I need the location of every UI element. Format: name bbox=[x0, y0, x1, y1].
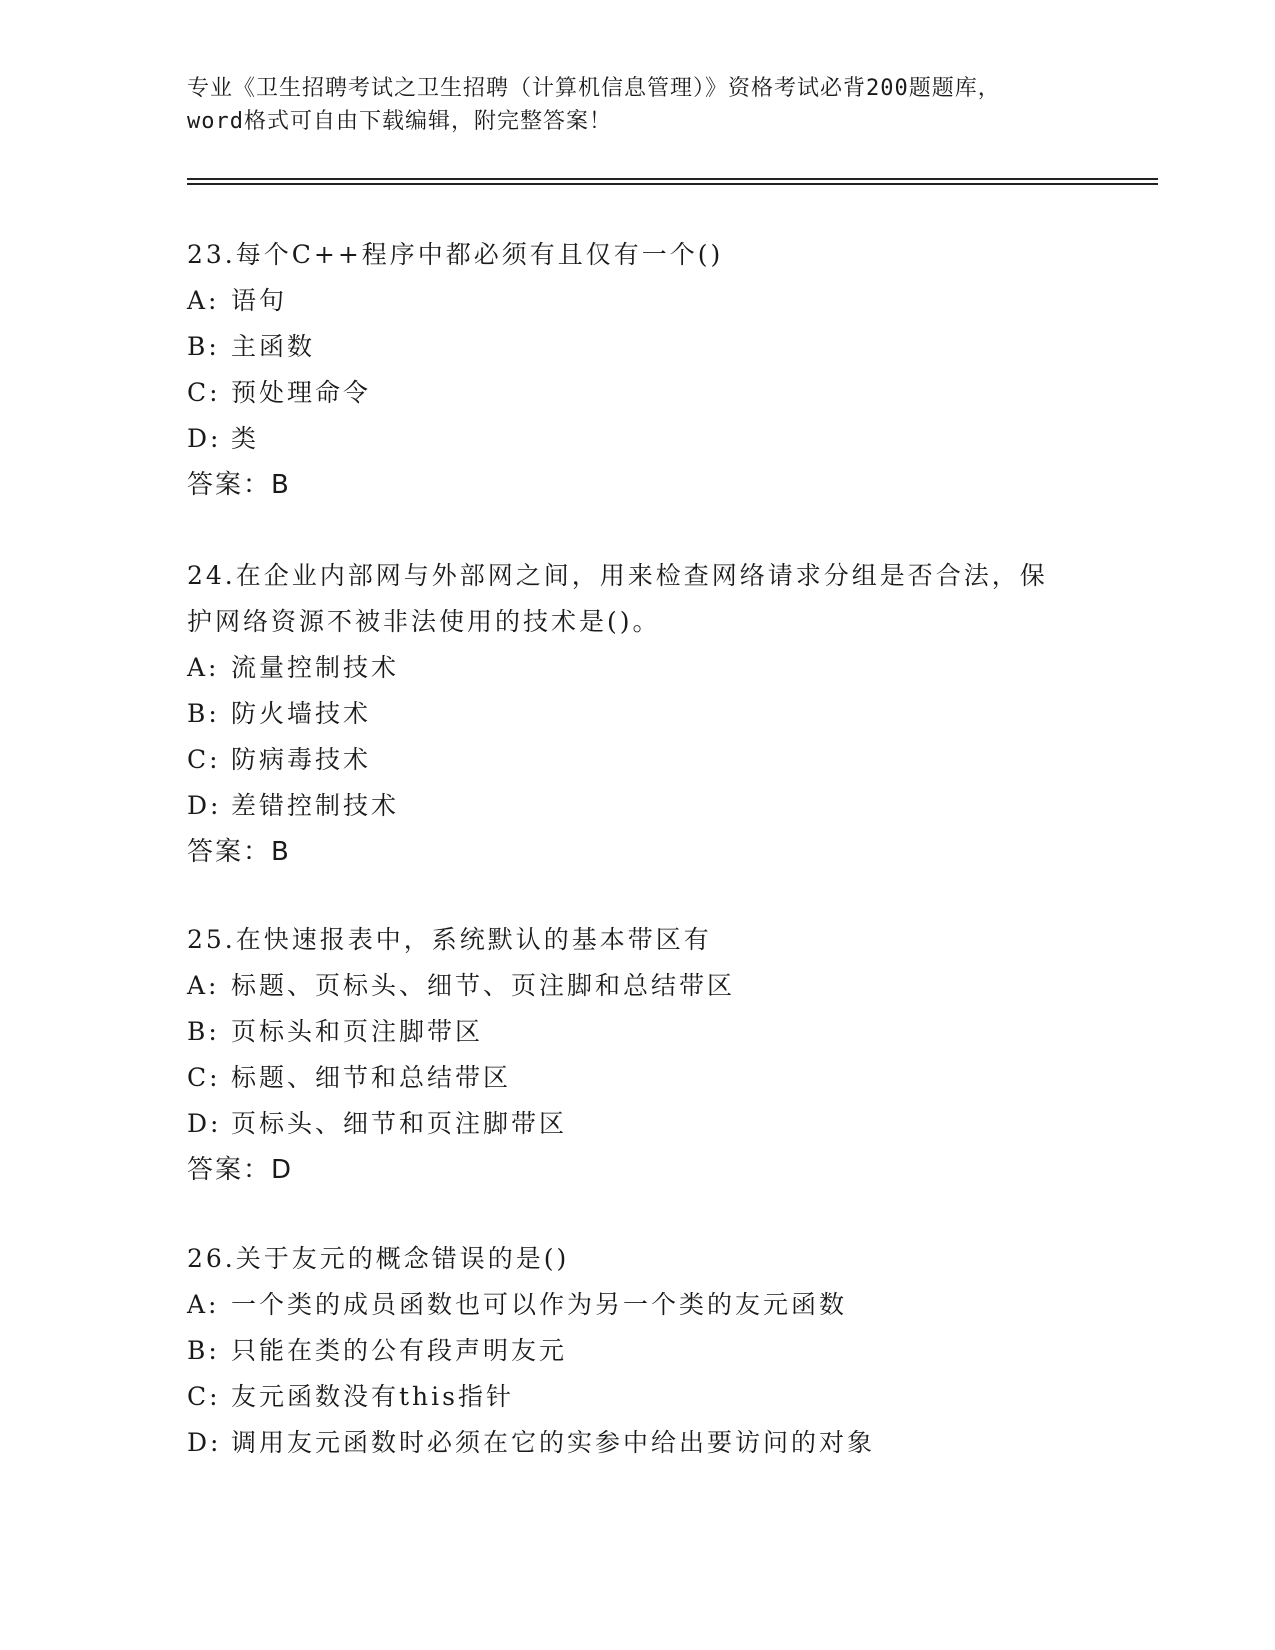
option-key: D: bbox=[187, 1109, 222, 1138]
option-key: D: bbox=[187, 791, 222, 820]
option-a bbox=[187, 278, 1087, 324]
option-a bbox=[187, 963, 1087, 1009]
option-key: B: bbox=[187, 1336, 220, 1365]
option-b bbox=[187, 1328, 1087, 1374]
question-text: 23.每个C++程序中都必须有且仅有一个() bbox=[187, 240, 724, 269]
question-26 bbox=[187, 1236, 1087, 1466]
option-text: 友元函数没有this指针 bbox=[231, 1382, 514, 1411]
option-key: C: bbox=[187, 1063, 221, 1092]
option-key: A: bbox=[187, 971, 220, 1000]
question-24 bbox=[187, 553, 1087, 875]
option-key: B: bbox=[187, 1017, 220, 1046]
option-key: C: bbox=[187, 745, 221, 774]
option-text: 差错控制技术 bbox=[231, 791, 400, 820]
option-key: A: bbox=[187, 1290, 220, 1319]
header-line-2: word格式可自由下载编辑，附完整答案！ bbox=[187, 109, 612, 134]
answer-line: 答案：B bbox=[187, 837, 291, 867]
option-text: 只能在类的公有段声明友元 bbox=[231, 1336, 568, 1365]
option-text: 调用友元函数时必须在它的实参中给出要访问的对象 bbox=[231, 1428, 876, 1457]
option-text: 标题、细节和总结带区 bbox=[231, 1063, 512, 1092]
document-header bbox=[187, 72, 1087, 138]
question-text-line-1: 24.在企业内部网与外部网之间，用来检查网络请求分组是否合法，保 bbox=[187, 561, 1048, 590]
option-a bbox=[187, 645, 1087, 691]
option-text: 防火墙技术 bbox=[231, 699, 372, 728]
option-key: B: bbox=[187, 699, 220, 728]
header-line-1: 专业《卫生招聘考试之卫生招聘（计算机信息管理）》资格考试必背200题题库， bbox=[187, 76, 1001, 101]
option-text: 页标头、细节和页注脚带区 bbox=[231, 1109, 568, 1138]
option-c bbox=[187, 1055, 1087, 1101]
option-text: 页标头和页注脚带区 bbox=[231, 1017, 484, 1046]
option-b bbox=[187, 324, 1087, 370]
option-text: 流量控制技术 bbox=[231, 653, 400, 682]
header-divider-top bbox=[187, 178, 1158, 180]
option-key: D: bbox=[187, 1428, 222, 1457]
option-d bbox=[187, 416, 1087, 462]
option-text: 语句 bbox=[231, 286, 288, 315]
option-key: C: bbox=[187, 1382, 221, 1411]
option-key: B: bbox=[187, 332, 220, 361]
question-text: 26.关于友元的概念错误的是() bbox=[187, 1244, 570, 1273]
option-key: A: bbox=[187, 653, 220, 682]
header-divider-bottom bbox=[187, 183, 1158, 185]
option-text: 主函数 bbox=[231, 332, 316, 361]
option-c bbox=[187, 737, 1087, 783]
question-text: 25.在快速报表中，系统默认的基本带区有 bbox=[187, 925, 712, 954]
option-b bbox=[187, 1009, 1087, 1055]
option-text: 预处理命令 bbox=[231, 378, 372, 407]
option-key: C: bbox=[187, 378, 221, 407]
option-c bbox=[187, 1374, 1087, 1420]
question-text-line-2: 护网络资源不被非法使用的技术是()。 bbox=[187, 607, 661, 636]
answer-line: 答案：D bbox=[187, 1155, 294, 1185]
question-23 bbox=[187, 232, 1087, 508]
option-a bbox=[187, 1282, 1087, 1328]
option-d bbox=[187, 1420, 1087, 1466]
option-text: 防病毒技术 bbox=[231, 745, 372, 774]
option-d bbox=[187, 1101, 1087, 1147]
option-key: A: bbox=[187, 286, 220, 315]
answer-line: 答案：B bbox=[187, 470, 291, 500]
option-key: D: bbox=[187, 424, 222, 453]
option-c bbox=[187, 370, 1087, 416]
option-d bbox=[187, 783, 1087, 829]
option-b bbox=[187, 691, 1087, 737]
option-text: 一个类的成员函数也可以作为另一个类的友元函数 bbox=[231, 1290, 848, 1319]
question-25 bbox=[187, 917, 1087, 1193]
option-text: 类 bbox=[231, 424, 260, 453]
option-text: 标题、页标头、细节、页注脚和总结带区 bbox=[231, 971, 736, 1000]
